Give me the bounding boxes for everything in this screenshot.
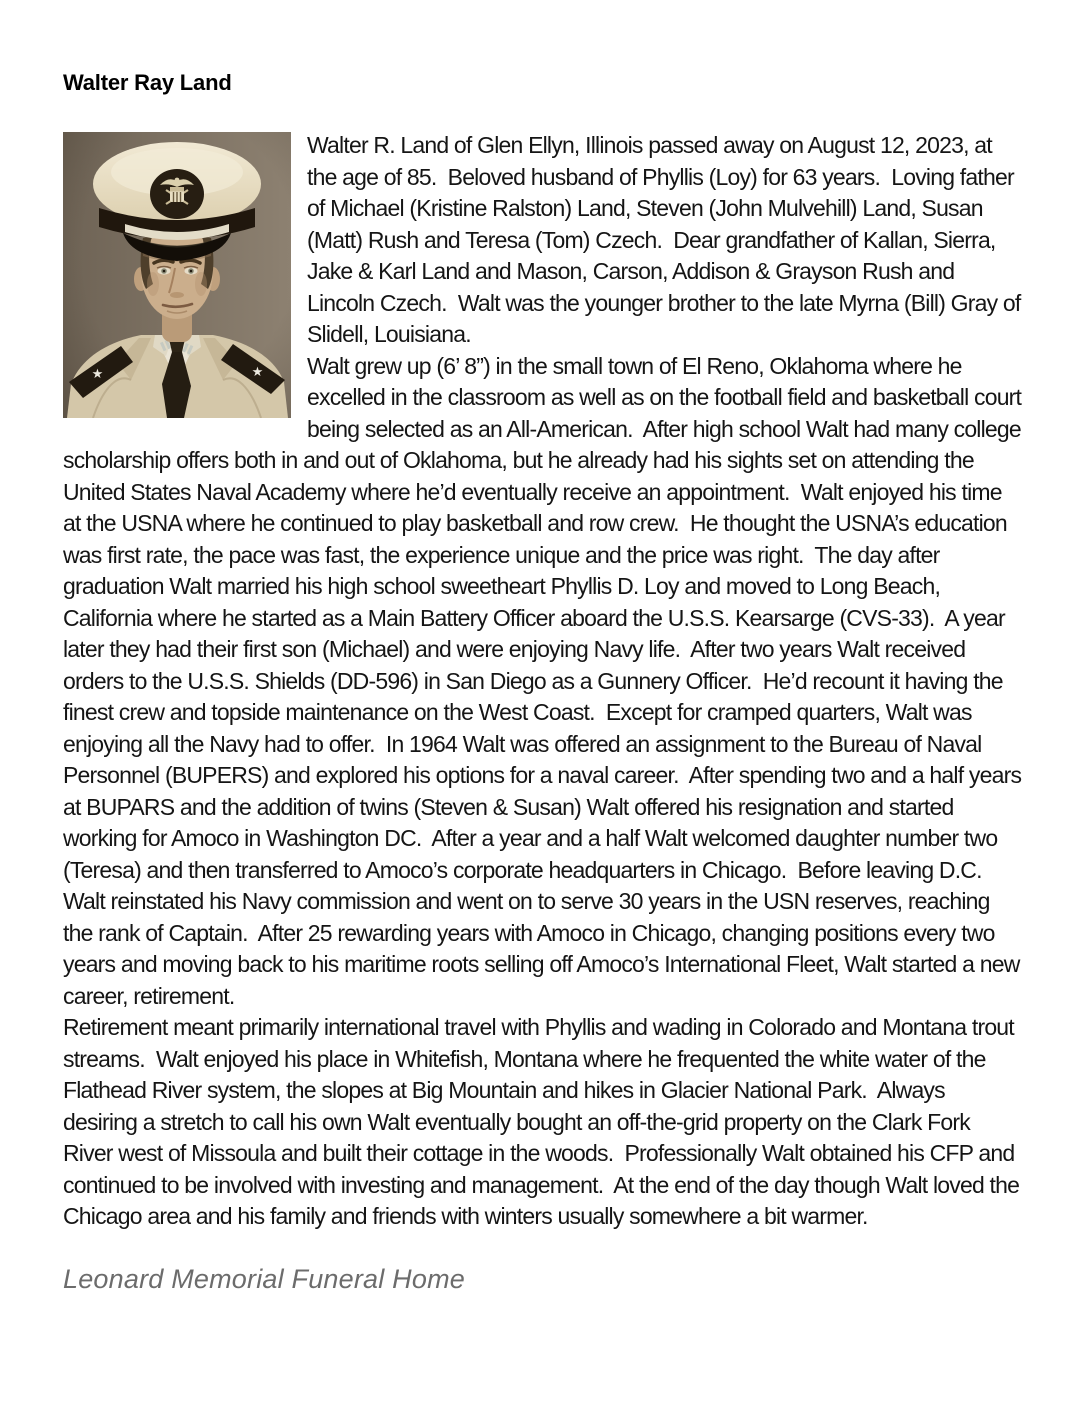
svg-text:★: ★ (91, 367, 103, 382)
obituary-paragraph: Retirement meant primarily international travel with Phyllis and wading in Colorado and Montana trout streams. Walt enjoyed his place in Whitefish, Montana where he frequented the white water of the Flathead River system, the slopes at Big Mountain and hikes in Glacier National Park. Always desiring a stretch to call his own Walt eventually bought an off-the-grid property on the Clark Fork River west of Missoula and built their cottage in the woods. Professionally Walt obtained his CFP and continued to be involved with investing and management. At the end of the day though Walt loved the Chicago area and his family and friends with winters usually somewhere a bit warmer. (63, 1014, 1025, 1229)
obituary-paragraph: Walter R. Land of Glen Ellyn, Illinois passed away on August 12, 2023, at the age of 85. Beloved husband of Phyllis (Loy) for 63 years. Loving father of Michael (Kristine Ralston) Land, Steven (John Mulvehill) Land, Susan (Matt) Rush and Teresa (Tom) Czech. Dear grandfather of Kallan, Sierra, Jake & Karl Land and Mason, Carson, Addison & Grayson Rush and Lincoln Czech. Walt was the younger brother to the late Myrna (Bill) Gray of Slidell, Louisiana. (307, 132, 1027, 347)
svg-text:★: ★ (251, 365, 263, 380)
obituary-body (63, 130, 1027, 1233)
portrait-photo (63, 132, 291, 418)
obituary-paragraph: Walt grew up (6’ 8”) in the small town of El Reno, Oklahoma where he excelled in the classroom as well as on the football field and basketball court being selected as an All-American. After high school Walt had many college scholarship offers both in and out of Oklahoma, but he already had his sights set on attending the United States Naval Academy where he’d eventually receive an appointment. Walt enjoyed his time at the USNA where he continued to play basketball and row crew. He thought the USNA’s education was first rate, the pace was fast, the experience unique and the price was right. The day after graduation Walt married his high school sweetheart Phyllis D. Loy and moved to Long Beach, California where he started as a Main Battery Officer aboard the U.S.S. Kearsarge (CVS-33). A year later they had their first son (Michael) and were enjoying Navy life. After two years Walt received orders to the U.S.S. Shields (DD-596) in San Diego as a Gunnery Officer. He’d recount it having the finest crew and topside maintenance on the West Coast. Except for cramped quarters, Walt was enjoying all the Navy had to offer. In 1964 Walt was offered an assignment to the Bureau of Naval Personnel (BUPERS) and explored his options for a naval career. After spending two and a half years at BUPARS and the addition of twins (Steven & Susan) Walt offered his resignation and started working for Amoco in Washington DC. After a year and a half Walt welcomed daughter number two (Teresa) and then transferred to Amoco’s corporate headquarters in Chicago. Before leaving D.C. Walt reinstated his Navy commission and went on to serve 30 years in the USN reserves, reaching the rank of Captain. After 25 rewarding years with Amoco in Chicago, changing positions every two years and moving back to his maritime roots selling off Amoco’s International Fleet, Walt started a new career, retirement. (63, 352, 1027, 1009)
funeral-home-name: Leonard Memorial Funeral Home (63, 1263, 465, 1294)
page-title: Walter Ray Land (63, 70, 232, 95)
navy-officer-portrait-image (63, 132, 291, 418)
